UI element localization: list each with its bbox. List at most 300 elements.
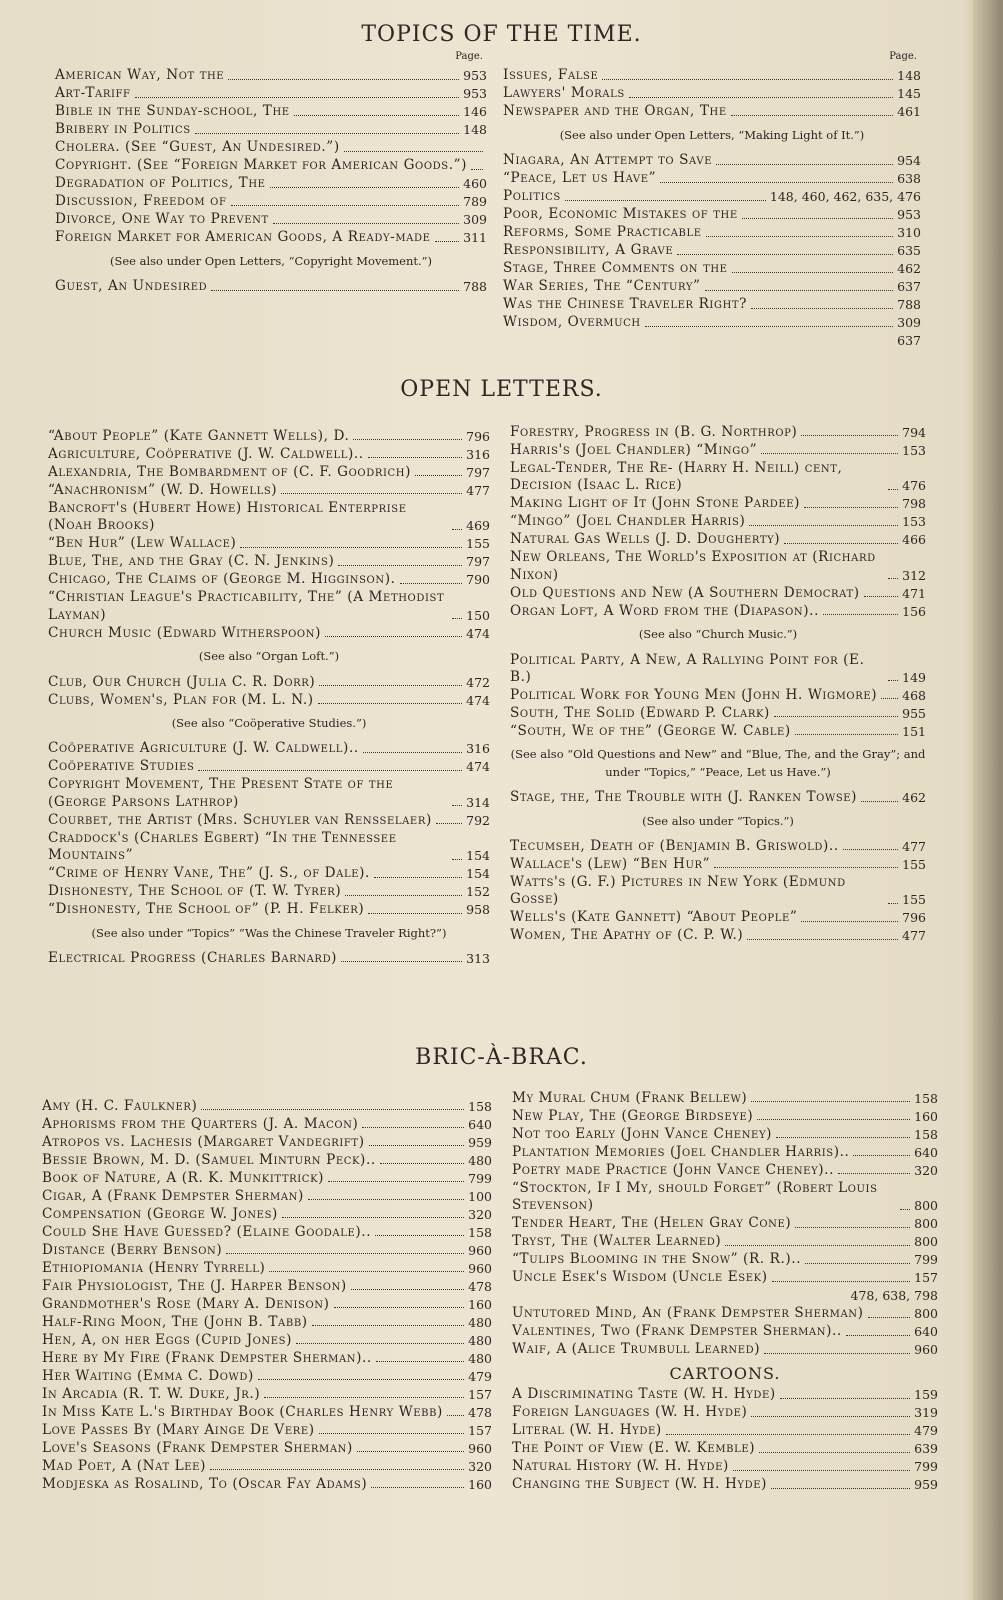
leader-dots	[843, 849, 898, 850]
entry-title: Foreign Languages (W. H. Hyde)	[512, 1404, 748, 1421]
page-number: 799	[914, 1459, 938, 1475]
index-entry	[503, 206, 921, 223]
leader-dots	[838, 1173, 910, 1174]
page-number: 639	[914, 1441, 938, 1457]
entry-title: Political Party, A New, A Rallying Point for (E. B.)	[510, 651, 865, 686]
leader-dots	[380, 1163, 464, 1164]
entry-title: Bible in the Sunday-school, The	[55, 103, 290, 120]
index-entry	[42, 1458, 492, 1475]
leader-dots	[764, 1353, 910, 1354]
entry-title: The Point of View (E. W. Kemble)	[512, 1440, 756, 1457]
index-entry	[42, 1314, 492, 1331]
index-entry	[512, 1215, 938, 1232]
index-entry	[42, 1206, 492, 1223]
index-entry	[42, 1188, 492, 1205]
page-number: 154	[466, 866, 490, 882]
entry-title: Degradation of Politics, The	[55, 175, 266, 192]
page-number: 797	[466, 465, 490, 480]
index-entry	[510, 549, 926, 584]
see-also-note: (See also under “Topics.”)	[642, 813, 794, 828]
leader-dots	[677, 254, 893, 255]
index-entry	[512, 1287, 938, 1304]
page-number: 157	[914, 1270, 938, 1286]
page-number: 159	[914, 1387, 938, 1403]
leader-dots	[795, 1227, 910, 1228]
index-entry	[48, 625, 490, 642]
index-entry	[55, 193, 487, 210]
index-entry	[55, 175, 487, 192]
entry-title: Lawyers' Morals	[503, 85, 625, 102]
entry-title: Organ Loft, A Word from the (Diapason)..	[510, 602, 819, 619]
index-entry	[510, 909, 926, 926]
page-number: 799	[468, 1171, 492, 1186]
index-entry	[510, 460, 926, 495]
page-number: 153	[902, 514, 926, 530]
leader-dots	[319, 685, 462, 686]
index-entry	[42, 1170, 492, 1187]
index-entry	[48, 776, 490, 811]
leader-dots	[368, 457, 462, 458]
index-entry	[55, 278, 487, 295]
leader-dots	[725, 1245, 910, 1246]
index-entry	[512, 1458, 938, 1475]
index-entry	[512, 1386, 938, 1403]
leader-dots	[805, 1263, 910, 1264]
index-entry	[510, 424, 926, 441]
entry-title: Club, Our Church (Julia C. R. Dorr)	[48, 673, 316, 690]
index-entry	[510, 585, 926, 602]
leader-dots	[447, 1415, 464, 1416]
entry-title: Coöperative Studies	[48, 758, 195, 775]
entry-title: “South, We of the” (George W. Cable)	[510, 723, 791, 740]
entry-title: Watts's (G. F.) Pictures in New York (Edmund Gosse)	[510, 874, 846, 908]
index-entry	[512, 1108, 938, 1125]
page-number: 637	[897, 333, 921, 349]
entry-title: “Mingo” (Joel Chandler Harris)	[510, 513, 746, 530]
see-also-note: (See also under “Topics” “Was the Chinese Traveler Right?”)	[91, 925, 447, 940]
index-entry	[42, 1296, 492, 1313]
page-number: 799	[914, 1252, 938, 1268]
entry-title: Literal (W. H. Hyde)	[512, 1422, 662, 1439]
page-number: 310	[897, 225, 921, 241]
entry-title: Her Waiting (Emma C. Dowd)	[42, 1368, 254, 1384]
page-number: 640	[914, 1324, 938, 1340]
entry-title: Could She Have Guessed? (Elaine Goodale)..	[42, 1224, 372, 1240]
entry-title: Blue, The, and the Gray (C. N. Jenkins)	[48, 553, 335, 570]
page-number: 788	[897, 297, 921, 313]
leader-dots	[362, 1127, 464, 1128]
leader-dots	[731, 115, 893, 116]
index-entry	[503, 278, 921, 295]
entry-title: “Stockton, If I My, should Forget” (Robert Louis Stevenson)	[512, 1180, 878, 1214]
index-entry	[42, 1350, 492, 1367]
entry-title: Cholera. (See “Guest, An Undesired.”)	[55, 139, 340, 156]
page-number: 479	[468, 1369, 492, 1384]
page-number: 638	[897, 171, 921, 187]
index-entry	[48, 901, 490, 918]
leader-dots	[864, 596, 899, 597]
leader-dots	[135, 97, 460, 98]
index-entry	[512, 1404, 938, 1421]
index-entry	[48, 740, 490, 757]
leader-dots	[375, 1235, 464, 1236]
page-number: 146	[463, 104, 487, 120]
entry-title: Coöperative Agriculture (J. W. Caldwell)..	[48, 740, 359, 757]
index-entry	[42, 1476, 492, 1493]
index-entry	[48, 758, 490, 775]
index-entry	[503, 170, 921, 187]
leader-dots	[325, 636, 462, 637]
page-number: 788	[463, 279, 487, 295]
bric-a-brac-title: BRIC-À-BRAC.	[415, 1045, 588, 1070]
index-entry	[48, 589, 490, 624]
leader-dots	[759, 1452, 910, 1453]
index-entry	[42, 1242, 492, 1259]
book-spine-shadow	[973, 0, 1003, 1600]
page-number: 149	[902, 670, 926, 686]
page-number: 959	[468, 1135, 492, 1150]
entry-title: Not too Early (John Vance Cheney)	[512, 1126, 773, 1142]
leader-dots	[888, 680, 898, 681]
entry-title: Grandmother's Rose (Mary A. Denison)	[42, 1296, 330, 1312]
index-entry	[48, 883, 490, 900]
leader-dots	[888, 489, 898, 490]
page-number: 309	[463, 212, 487, 228]
entry-title: Compensation (George W. Jones)	[42, 1206, 278, 1222]
page-number: 959	[914, 1477, 938, 1493]
leader-dots	[270, 187, 460, 188]
page-number: 320	[468, 1459, 492, 1474]
bric-a-brac-right-column	[512, 1090, 938, 1494]
index-entry	[503, 314, 921, 331]
cartoons-title: CARTOONS.	[669, 1363, 781, 1383]
leader-dots	[273, 223, 459, 224]
leader-dots	[565, 200, 766, 201]
page-label: Page.	[889, 51, 917, 62]
index-entry	[48, 500, 490, 535]
leader-dots	[733, 1470, 910, 1471]
entry-title: “Ben Hur” (Lew Wallace)	[48, 535, 237, 552]
entry-title: Guest, An Undesired	[55, 278, 208, 295]
entry-title: Discussion, Freedom of	[55, 193, 227, 210]
entry-title: “Christian League's Practicability, The” (A Methodist Layman)	[48, 589, 445, 623]
page-number: 309	[897, 315, 921, 331]
page-number: 145	[897, 86, 921, 102]
page-number: 800	[914, 1306, 938, 1322]
page-number: 320	[914, 1163, 938, 1178]
entry-title: Church Music (Edward Witherspoon)	[48, 624, 321, 641]
open-letters-title: OPEN LETTERS.	[400, 377, 603, 402]
leader-dots	[353, 439, 462, 440]
entry-title: Distance (Berry Benson)	[42, 1242, 223, 1258]
leader-dots	[344, 151, 483, 152]
entry-title: Courbet, the Artist (Mrs. Schuyler van Rensselaer)	[48, 811, 432, 828]
index-entry	[48, 482, 490, 499]
page-number: 480	[468, 1333, 492, 1348]
page-number: 960	[468, 1243, 492, 1258]
page-number: 462	[902, 790, 926, 806]
entry-title: “Dishonesty, The School of” (P. H. Felker)	[48, 901, 365, 918]
leader-dots	[853, 1155, 910, 1156]
entry-title: Forestry, Progress in (B. G. Northrop)	[510, 424, 798, 440]
page-number: 155	[902, 857, 926, 873]
index-entry	[48, 865, 490, 882]
page-number: 320	[468, 1207, 492, 1222]
leader-dots	[452, 805, 462, 806]
page-number: 478, 638, 798	[850, 1288, 938, 1304]
entry-title: “Peace, Let us Have”	[503, 170, 657, 187]
index-entry	[48, 692, 490, 709]
page-number: 790	[466, 572, 490, 588]
entry-title: “Crime of Henry Vane, The” (J. S., of Dale).	[48, 865, 370, 882]
entry-title: Tecumseh, Death of (Benjamin B. Griswold)..	[510, 838, 839, 855]
leader-dots	[435, 241, 460, 242]
entry-title: Cigar, A (Frank Dempster Sherman)	[42, 1188, 304, 1204]
entry-title: South, The Solid (Edward P. Clark)	[510, 705, 770, 722]
page-number: 471	[902, 585, 926, 601]
leader-dots	[319, 1433, 464, 1434]
leader-dots	[294, 115, 459, 116]
entry-title: Tender Heart, The (Helen Gray Cone)	[512, 1215, 792, 1232]
entry-title: Alexandria, The Bombardment of (C. F. Goodrich)	[48, 464, 411, 480]
see-also-note: (See also “Coöperative Studies.”)	[171, 716, 367, 731]
leader-dots	[368, 913, 462, 914]
entry-title: Dishonesty, The School of (T. W. Tyrer)	[48, 883, 342, 900]
entry-title: Making Light of It (John Stone Pardee)	[510, 495, 801, 512]
page-number: 100	[468, 1189, 492, 1204]
index-entry	[42, 1260, 492, 1277]
index-entry	[42, 1404, 492, 1421]
entry-title: Poor, Economic Mistakes of the	[503, 206, 738, 223]
leader-dots	[823, 614, 898, 615]
page-number: 796	[466, 429, 490, 444]
leader-dots	[201, 1109, 464, 1110]
entry-title: Agriculture, Coöperative (J. W. Caldwell)..	[48, 446, 364, 462]
page-number: 958	[466, 902, 490, 918]
leader-dots	[706, 236, 894, 237]
leader-dots	[732, 272, 894, 273]
entry-title: Electrical Progress (Charles Barnard)	[48, 950, 338, 967]
page-number: 461	[897, 104, 921, 120]
page-number: 953	[463, 68, 487, 84]
leader-dots	[780, 1398, 910, 1399]
entry-title: Here by My Fire (Frank Dempster Sherman)..	[42, 1350, 372, 1366]
page-number: 462	[897, 261, 921, 277]
leader-dots	[629, 97, 893, 98]
leader-dots	[804, 507, 898, 508]
entry-title: Uncle Esek's Wisdom (Uncle Esek)	[512, 1269, 768, 1286]
page-number: 477	[466, 483, 490, 498]
entry-title: Ethiopiomania (Henry Tyrrell)	[42, 1260, 266, 1276]
page-number: 154	[466, 848, 490, 864]
leader-dots	[400, 583, 463, 584]
page-number: 794	[902, 425, 926, 440]
entry-title: Untutored Mind, An (Frank Dempster Sherman)	[512, 1305, 864, 1322]
page-number: 156	[902, 603, 926, 619]
leader-dots	[749, 525, 898, 526]
leader-dots	[228, 79, 459, 80]
leader-dots	[801, 921, 898, 922]
index-entry	[42, 1332, 492, 1349]
entry-title: Craddock's (Charles Egbert) “In the Tennessee Mountains”	[48, 829, 397, 864]
leader-dots	[296, 1343, 464, 1344]
entry-title: Clubs, Women's, Plan for (M. L. N.)	[48, 691, 314, 708]
entry-title: War Series, The “Century”	[503, 278, 701, 295]
page-number: 480	[468, 1351, 492, 1366]
page-number: 312	[902, 567, 926, 583]
index-entry	[510, 495, 926, 512]
index-entry	[42, 1134, 492, 1151]
index-entry	[42, 1368, 492, 1385]
page-number: 148	[897, 68, 921, 84]
leader-dots	[888, 578, 898, 579]
index-entry	[55, 103, 487, 120]
entry-title: In Miss Kate L.'s Birthday Book (Charles Henry Webb)	[42, 1404, 443, 1420]
index-entry	[48, 674, 490, 691]
index-entry	[42, 1098, 492, 1115]
page-number: 476	[902, 478, 926, 494]
index-entry	[510, 531, 926, 548]
entry-title: Tryst, The (Walter Learned)	[512, 1233, 722, 1250]
page-number: 155	[902, 892, 926, 908]
leader-dots	[334, 1307, 465, 1308]
page-number: 158	[914, 1091, 938, 1106]
page-number: 158	[468, 1099, 492, 1114]
entry-title: Harris's (Joel Chandler) “Mingo”	[510, 442, 758, 458]
index-entry	[55, 85, 487, 102]
index-entry	[55, 211, 487, 228]
leader-dots	[784, 543, 898, 544]
leader-dots	[471, 169, 483, 170]
see-also-note: (See also “Old Questions and New” and “Blue, The, and the Gray”; and under “Topics,” “Peace, Let us Have.”)	[510, 747, 926, 779]
leader-dots	[716, 164, 893, 165]
page-number: 148	[463, 122, 487, 138]
leader-dots	[660, 182, 893, 183]
page-label: Page.	[455, 51, 483, 62]
entry-title: Wisdom, Overmuch	[503, 314, 641, 331]
leader-dots	[751, 308, 893, 309]
index-entry	[512, 1180, 938, 1215]
index-entry	[510, 789, 926, 806]
page-number: 479	[914, 1423, 938, 1439]
topics-right-column	[503, 48, 921, 350]
page-number: 160	[914, 1109, 938, 1124]
page-number: 480	[468, 1315, 492, 1330]
see-also-note: (See also “Church Music.”)	[638, 627, 798, 642]
page-number: 314	[466, 794, 490, 810]
index-entry	[48, 428, 490, 445]
entry-title: Atropos vs. Lachesis (Margaret Vandegrift)	[42, 1134, 365, 1150]
index-entry	[503, 103, 921, 120]
index-entry	[512, 1422, 938, 1439]
entry-title: “Anachronism” (W. D. Howells)	[48, 482, 278, 498]
leader-dots	[282, 1217, 464, 1218]
leader-dots	[308, 1199, 464, 1200]
page-number: 148, 460, 462, 635, 476	[769, 189, 921, 205]
index-entry	[42, 1224, 492, 1241]
page-number: 474	[466, 759, 490, 775]
page-number: 798	[902, 496, 926, 512]
leader-dots	[371, 1487, 464, 1488]
index-entry	[42, 1278, 492, 1295]
leader-dots	[795, 734, 898, 735]
entry-title: Divorce, One Way to Prevent	[55, 211, 269, 228]
index-entry	[503, 242, 921, 259]
leader-dots	[742, 218, 893, 219]
leader-dots	[231, 205, 460, 206]
entry-title: Issues, False	[503, 67, 599, 84]
entry-title: Was the Chinese Traveler Right?	[503, 296, 748, 313]
leader-dots	[357, 1451, 464, 1452]
leader-dots	[374, 877, 462, 878]
open-letters-left-column	[48, 428, 490, 968]
page-number: 477	[902, 928, 926, 944]
leader-dots	[341, 961, 462, 962]
page-number: 792	[466, 812, 490, 828]
entry-title: Natural History (W. H. Hyde)	[512, 1458, 729, 1475]
page-number: 157	[468, 1423, 492, 1438]
index-entry	[510, 652, 926, 687]
leader-dots	[888, 903, 898, 904]
index-entry	[55, 157, 487, 174]
leader-dots	[761, 453, 898, 454]
leader-dots	[269, 1271, 464, 1272]
index-entry	[512, 1440, 938, 1457]
page-number: 155	[466, 536, 490, 552]
index-entry	[510, 513, 926, 530]
entry-title: Waif, A (Alice Trumbull Learned)	[512, 1341, 761, 1358]
page-number: 953	[897, 207, 921, 223]
entry-title: Stage, the, The Trouble with (J. Ranken Towse)	[510, 789, 858, 806]
leader-dots	[211, 290, 459, 291]
index-entry	[42, 1440, 492, 1457]
entry-title: Valentines, Two (Frank Dempster Sherman)..	[512, 1323, 842, 1340]
leader-dots	[318, 703, 462, 704]
page-number: 800	[914, 1234, 938, 1250]
page-number: 477	[902, 839, 926, 855]
index-entry	[512, 1233, 938, 1250]
leader-dots	[415, 475, 462, 476]
index-entry	[512, 1269, 938, 1286]
entry-title: Changing the Subject (W. H. Hyde)	[512, 1476, 768, 1493]
leader-dots	[751, 1101, 910, 1102]
entry-title: Foreign Market for American Goods, A Ready-made	[55, 229, 431, 246]
leader-dots	[369, 1145, 465, 1146]
leader-dots	[751, 1416, 910, 1417]
page-number: 480	[468, 1153, 492, 1168]
page-number: 640	[468, 1117, 492, 1132]
index-entry	[48, 830, 490, 865]
page-number: 151	[902, 724, 926, 740]
page-number: 472	[466, 674, 490, 690]
entry-title: New Play, The (George Birdseye)	[512, 1108, 754, 1124]
index-entry	[48, 553, 490, 570]
index-entry	[503, 67, 921, 84]
page-number: 319	[914, 1405, 938, 1421]
entry-title: Half-Ring Moon, The (John B. Tabb)	[42, 1314, 308, 1330]
leader-dots	[351, 1289, 464, 1290]
entry-title: A Discriminating Taste (W. H. Hyde)	[512, 1386, 776, 1403]
page-number: 478	[468, 1405, 492, 1420]
page-number: 466	[902, 532, 926, 548]
index-entry	[48, 535, 490, 552]
page-number: 640	[914, 1145, 938, 1160]
leader-dots	[900, 1209, 910, 1210]
page-number: 635	[897, 243, 921, 259]
index-entry	[510, 723, 926, 740]
entry-title: Bessie Brown, M. D. (Samuel Minturn Peck)..	[42, 1152, 376, 1168]
index-entry	[510, 442, 926, 459]
